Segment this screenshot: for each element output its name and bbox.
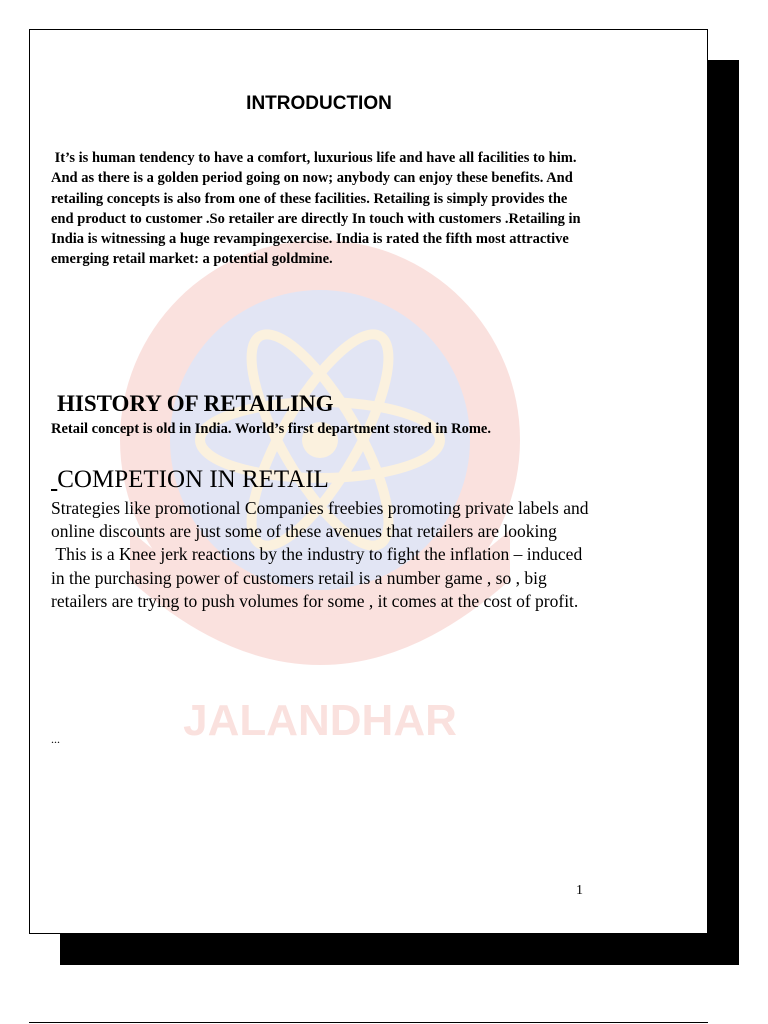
bottom-divider xyxy=(29,1022,708,1023)
competition-body xyxy=(51,497,596,613)
intro-paragraph-2: And as there is a golden period going on now; anybody can enjoy these benefits. And retailing concepts is also from one of these facilities. Retailing is simply provides the end product to customer .So retailer are directly In touch with customers .Retailing in India is witnessing a huge revampingexercise. India is rated the fifth most attractive emerging retail market: a potential goldmine. xyxy=(51,170,581,268)
competition-heading xyxy=(51,465,329,495)
competition-paragraph-1: Strategies like promotional Companies freebies promoting private labels and online discounts are just some of these avenues that retailers are looking xyxy=(51,498,589,542)
page-number: 1 xyxy=(576,883,583,898)
document-page xyxy=(29,29,708,934)
watermark-text: JALANDHAR xyxy=(183,696,457,745)
competition-paragraph-2: This is a Knee jerk reactions by the industry to fight the inflation – induced in the purchasing power of customers retail is a number game , so , big retailers are trying to push volumes for some , it comes at the cost of profit. xyxy=(51,544,587,611)
history-text: Retail concept is old in India. World’s first department stored in Rome. xyxy=(51,421,491,437)
history-heading: HISTORY OF RETAILING xyxy=(57,391,334,416)
intro-paragraph-1: It’s is human tendency to have a comfort, luxurious life and have all facilities to him. xyxy=(51,150,577,166)
introduction-body xyxy=(51,148,586,270)
competition-heading-text: COMPETION IN RETAIL xyxy=(57,466,329,493)
ellipsis-text: ... xyxy=(51,732,60,746)
introduction-heading: INTRODUCTION xyxy=(246,93,392,114)
